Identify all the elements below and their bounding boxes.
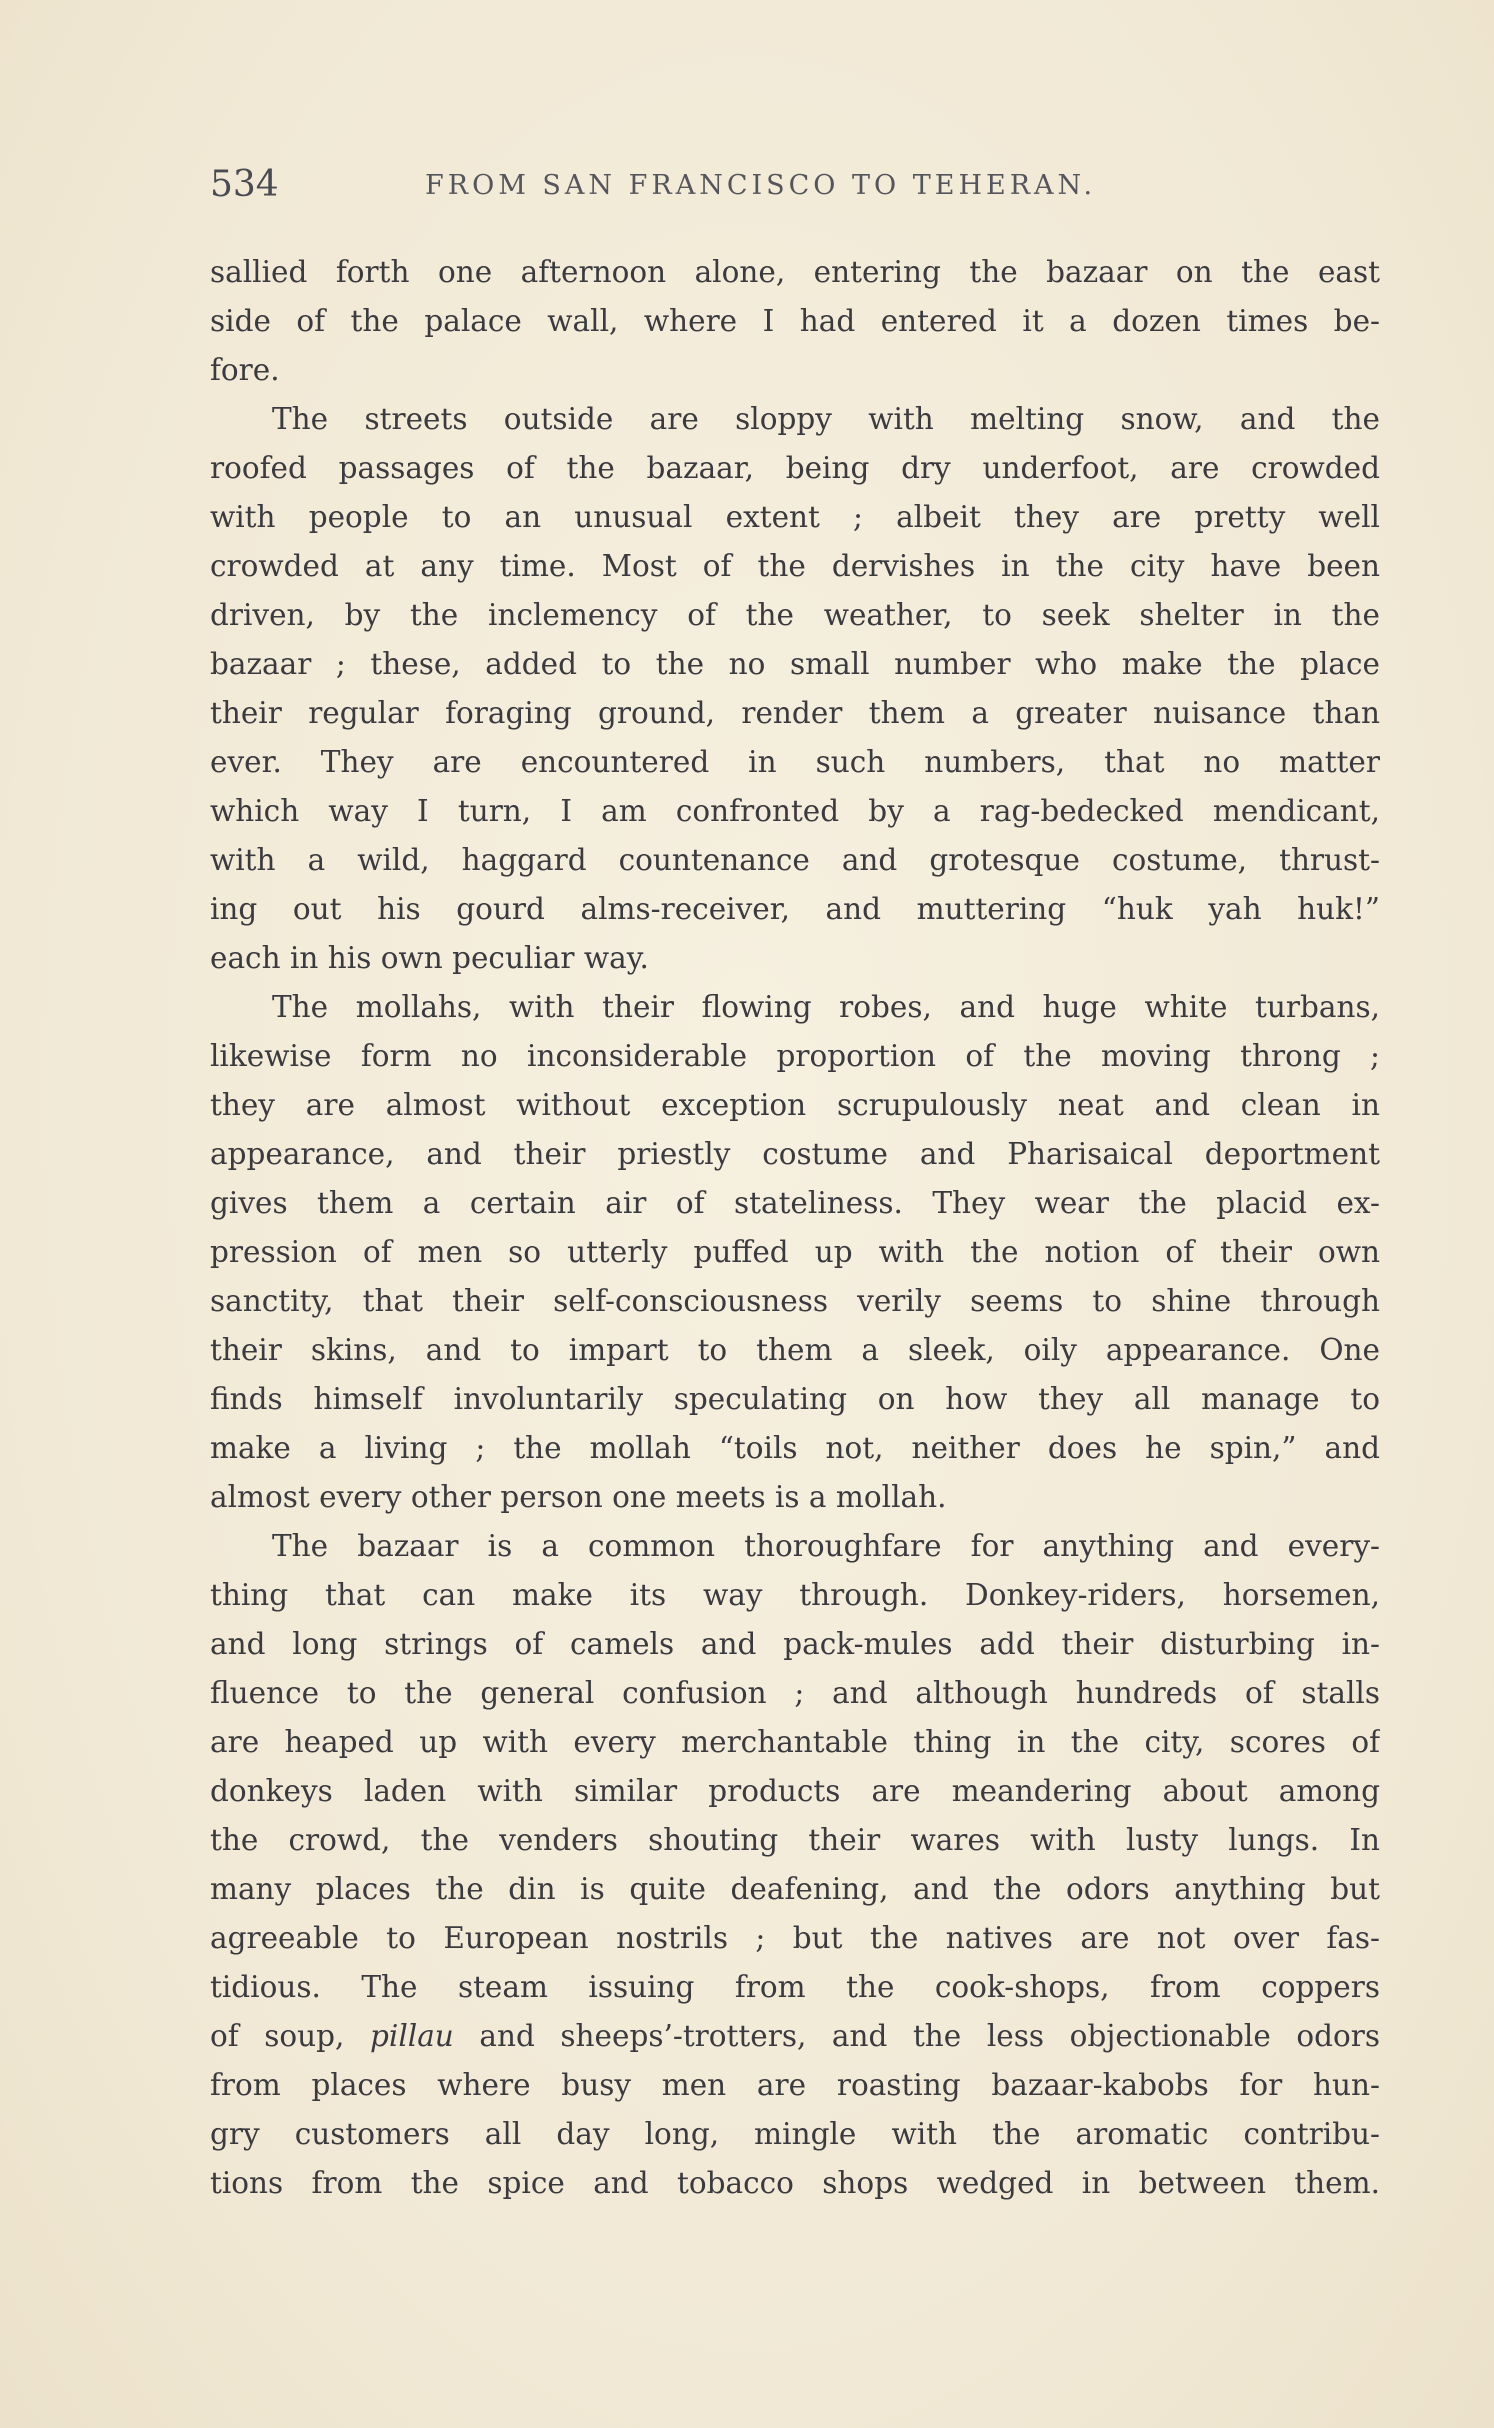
- text-line: finds himself involuntarily speculating on how they all manage to: [210, 1382, 1380, 1416]
- text-line: fore.: [210, 353, 280, 387]
- text-line: likewise form no inconsiderable proportion of the moving throng ;: [210, 1039, 1380, 1073]
- text-line: The mollahs, with their flowing robes, and huge white turbans,: [272, 990, 1380, 1024]
- text-line: many places the din is quite deafening, and the odors anything but: [210, 1872, 1380, 1906]
- text-line: gives them a certain air of stateliness. They wear the placid ex-: [210, 1186, 1380, 1220]
- text-line: fluence to the general confusion ; and although hundreds of stalls: [210, 1676, 1380, 1710]
- text-line: appearance, and their priestly costume and Pharisaical deportment: [210, 1137, 1380, 1171]
- body-text: [210, 248, 1380, 2208]
- text-line: agreeable to European nostrils ; but the natives are not over fas-: [210, 1921, 1380, 1955]
- text-line: ing out his gourd alms-receiver, and muttering “huk yah huk!”: [210, 892, 1380, 926]
- text-line: roofed passages of the bazaar, being dry underfoot, are crowded: [210, 451, 1380, 485]
- text-line: tidious. The steam issuing from the cook-shops, from coppers: [210, 1970, 1380, 2004]
- text-line: the crowd, the venders shouting their wares with lusty lungs. In: [210, 1823, 1380, 1857]
- running-head: [210, 160, 1380, 210]
- text-line: driven, by the inclemency of the weather, to seek shelter in the: [210, 598, 1380, 632]
- text-line: each in his own peculiar way.: [210, 941, 649, 975]
- text-line: with a wild, haggard countenance and grotesque costume, thrust-: [210, 843, 1380, 877]
- page-number: 534: [210, 164, 279, 205]
- text-line: sallied forth one afternoon alone, entering the bazaar on the east: [210, 255, 1380, 289]
- text-line: bazaar ; these, added to the no small number who make the place: [210, 647, 1380, 681]
- text-segment: and sheeps’-trotters, and the less objectionable odors: [453, 2019, 1380, 2053]
- text-line: sanctity, that their self-consciousness verily seems to shine through: [210, 1284, 1380, 1318]
- text-line: The streets outside are sloppy with melting snow, and the: [272, 402, 1380, 436]
- text-line: and long strings of camels and pack-mules add their disturbing in-: [210, 1627, 1380, 1661]
- italic-word: pillau: [370, 2019, 454, 2053]
- text-line: ever. They are encountered in such numbers, that no matter: [210, 745, 1380, 779]
- text-line: gry customers all day long, mingle with the aromatic contribu-: [210, 2117, 1380, 2151]
- running-title: FROM SAN FRANCISCO TO TEHERAN.: [425, 170, 1097, 201]
- text-line: make a living ; the mollah “toils not, neither does he spin,” and: [210, 1431, 1380, 1465]
- text-line: their regular foraging ground, render them a greater nuisance than: [210, 696, 1380, 730]
- text-line: are heaped up with every merchantable thing in the city, scores of: [210, 1725, 1380, 1759]
- text-line: their skins, and to impart to them a sleek, oily appearance. One: [210, 1333, 1380, 1367]
- text-segment: of soup,: [210, 2019, 370, 2053]
- text-line: from places where busy men are roasting bazaar-kabobs for hun-: [210, 2068, 1380, 2102]
- text-line: they are almost without exception scrupulously neat and clean in: [210, 1088, 1380, 1122]
- text-line: with people to an unusual extent ; albeit they are pretty well: [210, 500, 1380, 534]
- text-line: donkeys laden with similar products are meandering about among: [210, 1774, 1380, 1808]
- text-line: crowded at any time. Most of the dervishes in the city have been: [210, 549, 1380, 583]
- text-line: which way I turn, I am confronted by a rag-bedecked mendicant,: [210, 794, 1380, 828]
- text-line-with-italic: [210, 2012, 1380, 2061]
- text-line: tions from the spice and tobacco shops wedged in between them.: [210, 2166, 1380, 2200]
- text-line: pression of men so utterly puffed up with the notion of their own: [210, 1235, 1380, 1269]
- text-line: thing that can make its way through. Donkey-riders, horsemen,: [210, 1578, 1380, 1612]
- text-line: side of the palace wall, where I had entered it a dozen times be-: [210, 304, 1380, 338]
- text-line: almost every other person one meets is a mollah.: [210, 1480, 947, 1514]
- text-line: The bazaar is a common thoroughfare for anything and every-: [272, 1529, 1380, 1563]
